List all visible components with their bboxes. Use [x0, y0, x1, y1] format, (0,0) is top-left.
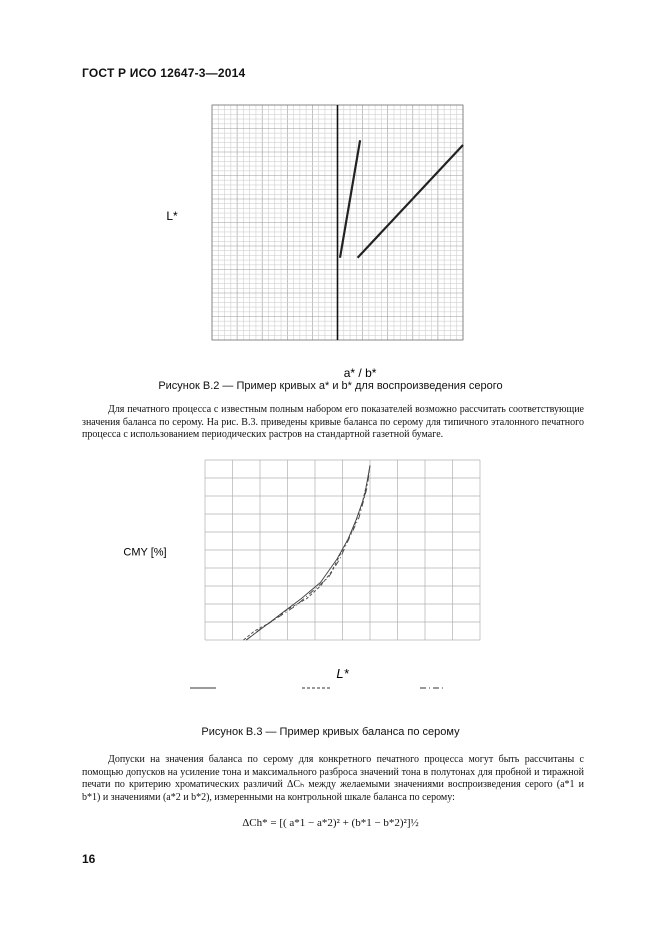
x-axis-label: a* / b*: [343, 366, 377, 380]
y-axis-label: L*: [166, 209, 178, 224]
figure-ab-curves-chart: [150, 90, 490, 385]
page-number: 16: [82, 852, 96, 866]
y-axis-label: CMY [%]: [123, 546, 167, 559]
paragraph-text: Для печатного процесса с известным полным набором его показателей возможно рассчитать соответствующие значения баланса по серому. На рис. В.3. приведены кривые баланса по серому для типичного эталонного печатного процесса с использованием периодических растров на стандартной газетной бумаге.: [82, 404, 584, 441]
paragraph-text: Допуски на значения баланса по серому для конкретного печатного процесса могут быть рассчитаны с помощью допусков на усиление тона и максимального разброса значений тона в полутонах для пробной и тиражной печати по критерию хроматических различий ΔCₕ между желаемыми значениями воспроизведения серого (a*1 и b*1) и значениями (a*2 и b*2), измеренными на контрольной шкале баланса по серому:: [82, 754, 584, 803]
series-line-b-star: [358, 145, 463, 258]
paragraph-grey-balance-intro: [82, 404, 584, 442]
figure-b2-caption: Рисунок В.2 — Пример кривых a* и b* для воспроизведения серого: [158, 380, 503, 392]
figure-b3-caption: Рисунок В.3 — Пример кривых баланса по серому: [201, 726, 460, 738]
series-line-dashdot: [246, 465, 370, 640]
series-line-solid: [246, 465, 370, 640]
document-header: ГОСТ Р ИСО 12647-3—2014: [82, 66, 246, 80]
series-line-dashed: [244, 465, 371, 640]
x-axis-label: L*: [336, 666, 349, 681]
figure-grey-balance-chart: [110, 450, 510, 700]
chart-series: [244, 465, 371, 640]
delta-ch-formula: ΔCh* = [( a*1 − a*2)² + (b*1 − b*2)²]½: [242, 817, 419, 829]
paragraph-tolerances: [82, 754, 584, 804]
